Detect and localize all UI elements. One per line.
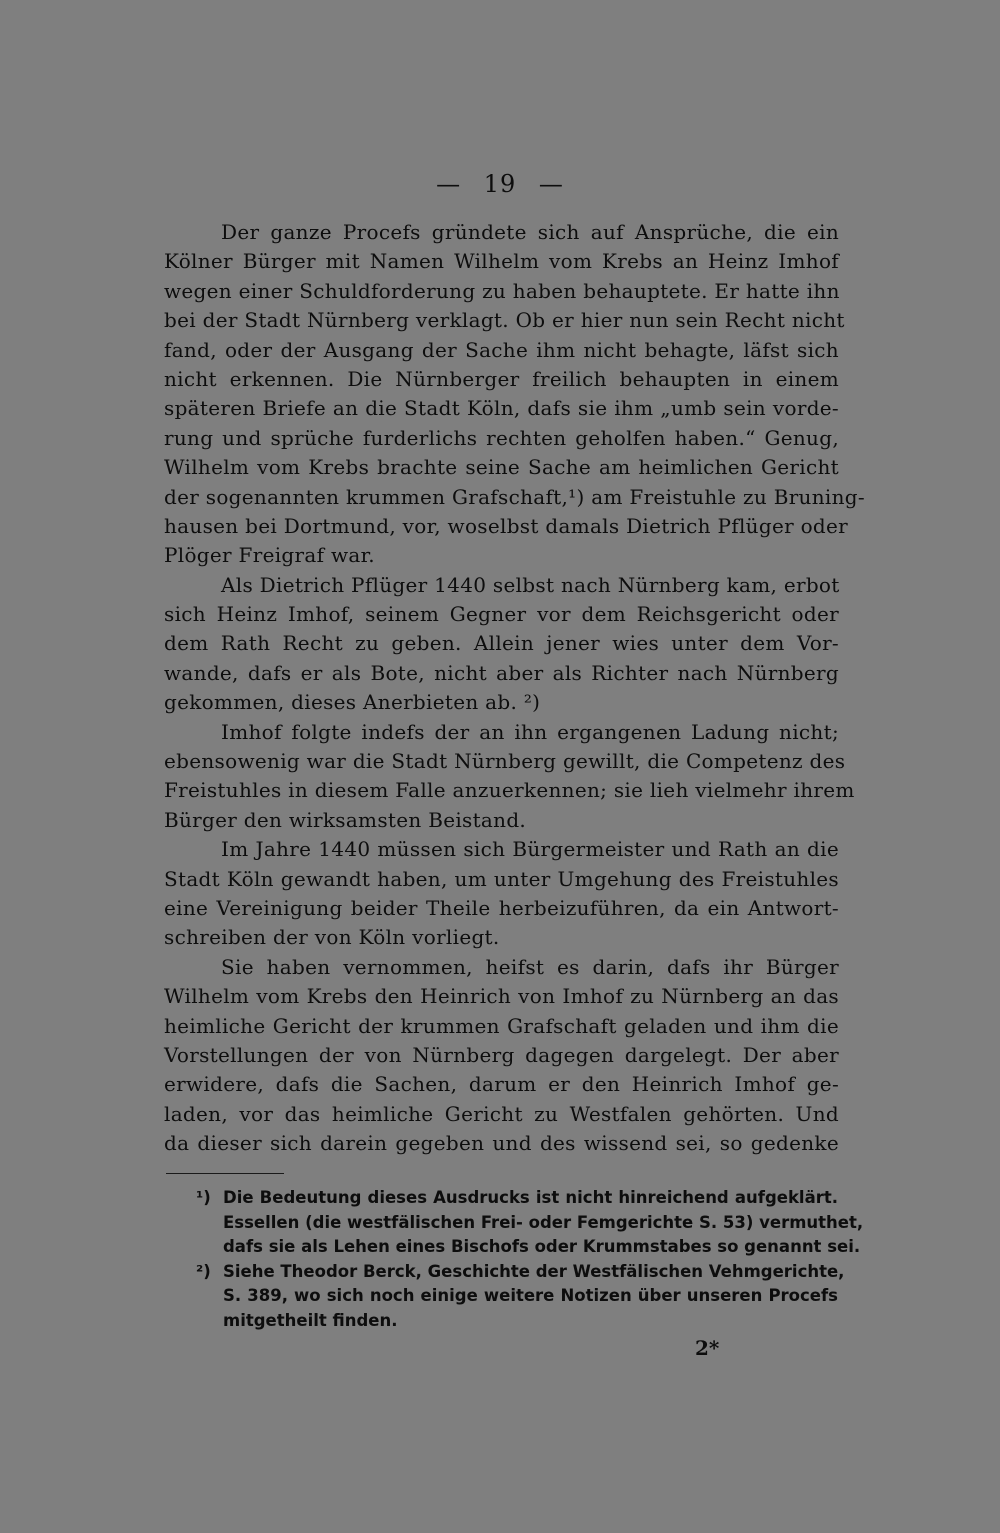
footnote-line: mitgetheilt finden. bbox=[223, 1310, 398, 1330]
text-line: Im Jahre 1440 müssen sich Bürgermeister und Rath an die bbox=[221, 837, 839, 862]
text-line: fand, oder der Ausgang der Sache ihm nicht behagte, läfst sich bbox=[164, 337, 839, 362]
footnote-marker: ¹) bbox=[196, 1188, 211, 1207]
text-line: nicht erkennen. Die Nürnberger freilich behaupten in einem bbox=[164, 366, 839, 391]
footnote-text: Siehe Theodor Berck, Geschichte der Westfälischen Vehmgerichte, bbox=[223, 1261, 845, 1281]
text-line: gekommen, dieses Anerbieten ab. ²) bbox=[164, 690, 541, 715]
text-line: Sie haben vernommen, heifst es darin, dafs ihr Bürger bbox=[221, 954, 839, 979]
text-line: erwidere, dafs die Sachen, darum er den Heinrich Imhof ge- bbox=[164, 1072, 839, 1097]
text-line: Imhof folgte indefs der an ihn ergangenen Ladung nicht; bbox=[221, 719, 839, 744]
text-line: hausen bei Dortmund, vor, woselbst damals Dietrich Pflüger oder bbox=[164, 513, 849, 538]
text-line: Kölner Bürger mit Namen Wilhelm vom Krebs an Heinz Imhof bbox=[164, 249, 839, 274]
header-dash-left: — bbox=[436, 170, 462, 198]
text-line: schreiben der von Köln vorliegt. bbox=[164, 925, 500, 950]
text-line: da dieser sich darein gegeben und des wissend sei, so gedenke bbox=[164, 1131, 839, 1156]
signature-mark: 2* bbox=[695, 1336, 720, 1360]
text-line: Wilhelm vom Krebs brachte seine Sache am heimlichen Gericht bbox=[164, 455, 839, 480]
text-line: Wilhelm vom Krebs den Heinrich von Imhof zu Nürnberg an das bbox=[164, 984, 839, 1009]
body-text bbox=[164, 218, 865, 1159]
text-line: sich Heinz Imhof, seinem Gegner vor dem Reichsgericht oder bbox=[164, 602, 839, 627]
footnote-text: Die Bedeutung dieses Ausdrucks ist nicht hinreichend aufgeklärt. bbox=[223, 1188, 838, 1207]
page-number: 19 bbox=[483, 170, 517, 198]
text-line: Bürger den wirksamsten Beistand. bbox=[164, 807, 527, 832]
text-line: späteren Briefe an die Stadt Köln, dafs sie ihm „umb sein vorde- bbox=[164, 396, 839, 421]
text-line: dem Rath Recht zu geben. Allein jener wies unter dem Vor- bbox=[164, 631, 839, 656]
text-line: Vorstellungen der von Nürnberg dagegen dargelegt. Der aber bbox=[164, 1042, 839, 1067]
footnote-line: S. 389, wo sich noch einige weitere Notizen über unseren Procefs bbox=[223, 1286, 838, 1305]
footnote-line bbox=[196, 1260, 845, 1285]
footnote-line: Essellen (die westfälischen Frei- oder Femgerichte S. 53) vermuthet, bbox=[223, 1212, 864, 1232]
text-line: heimliche Gericht der krummen Grafschaft geladen und ihm die bbox=[164, 1013, 839, 1038]
text-line: wande, dafs er als Bote, nicht aber als Richter nach Nürnberg bbox=[164, 660, 839, 685]
text-line: der sogenannten krummen Grafschaft,¹) am Freistuhle zu Bruning- bbox=[164, 484, 865, 509]
text-line: rung und sprüche furderlichs rechten geholfen haben.“ Genug, bbox=[164, 425, 839, 450]
text-line: eine Vereinigung beider Theile herbeizuführen, da ein Antwort- bbox=[164, 895, 839, 920]
footnote-line: dafs sie als Lehen eines Bischofs oder Krummstabes so genannt sei. bbox=[223, 1237, 861, 1256]
text-line: Plöger Freigraf war. bbox=[164, 543, 375, 568]
footnote-rule bbox=[166, 1173, 284, 1174]
text-line: Als Dietrich Pflüger 1440 selbst nach Nürnberg kam, erbot bbox=[221, 572, 840, 597]
text-line: Freistuhles in diesem Falle anzuerkennen; sie lieh vielmehr ihrem bbox=[164, 778, 855, 803]
footnote-marker: ²) bbox=[196, 1261, 211, 1281]
text-line: laden, vor das heimliche Gericht zu Westfalen gehörten. Und bbox=[164, 1101, 839, 1126]
footnotes bbox=[196, 1186, 864, 1333]
page-header bbox=[0, 170, 1000, 198]
text-line: Der ganze Procefs gründete sich auf Ansprüche, die ein bbox=[221, 220, 839, 244]
text-line: wegen einer Schuldforderung zu haben behauptete. Er hatte ihn bbox=[164, 278, 840, 303]
header-dash-right: — bbox=[538, 170, 564, 198]
footnote-line bbox=[196, 1186, 838, 1211]
text-line: ebensowenig war die Stadt Nürnberg gewillt, die Competenz des bbox=[164, 749, 846, 774]
text-line: bei der Stadt Nürnberg verklagt. Ob er hier nun sein Recht nicht bbox=[164, 308, 845, 333]
text-line: Stadt Köln gewandt haben, um unter Umgehung des Freistuhles bbox=[164, 866, 839, 891]
